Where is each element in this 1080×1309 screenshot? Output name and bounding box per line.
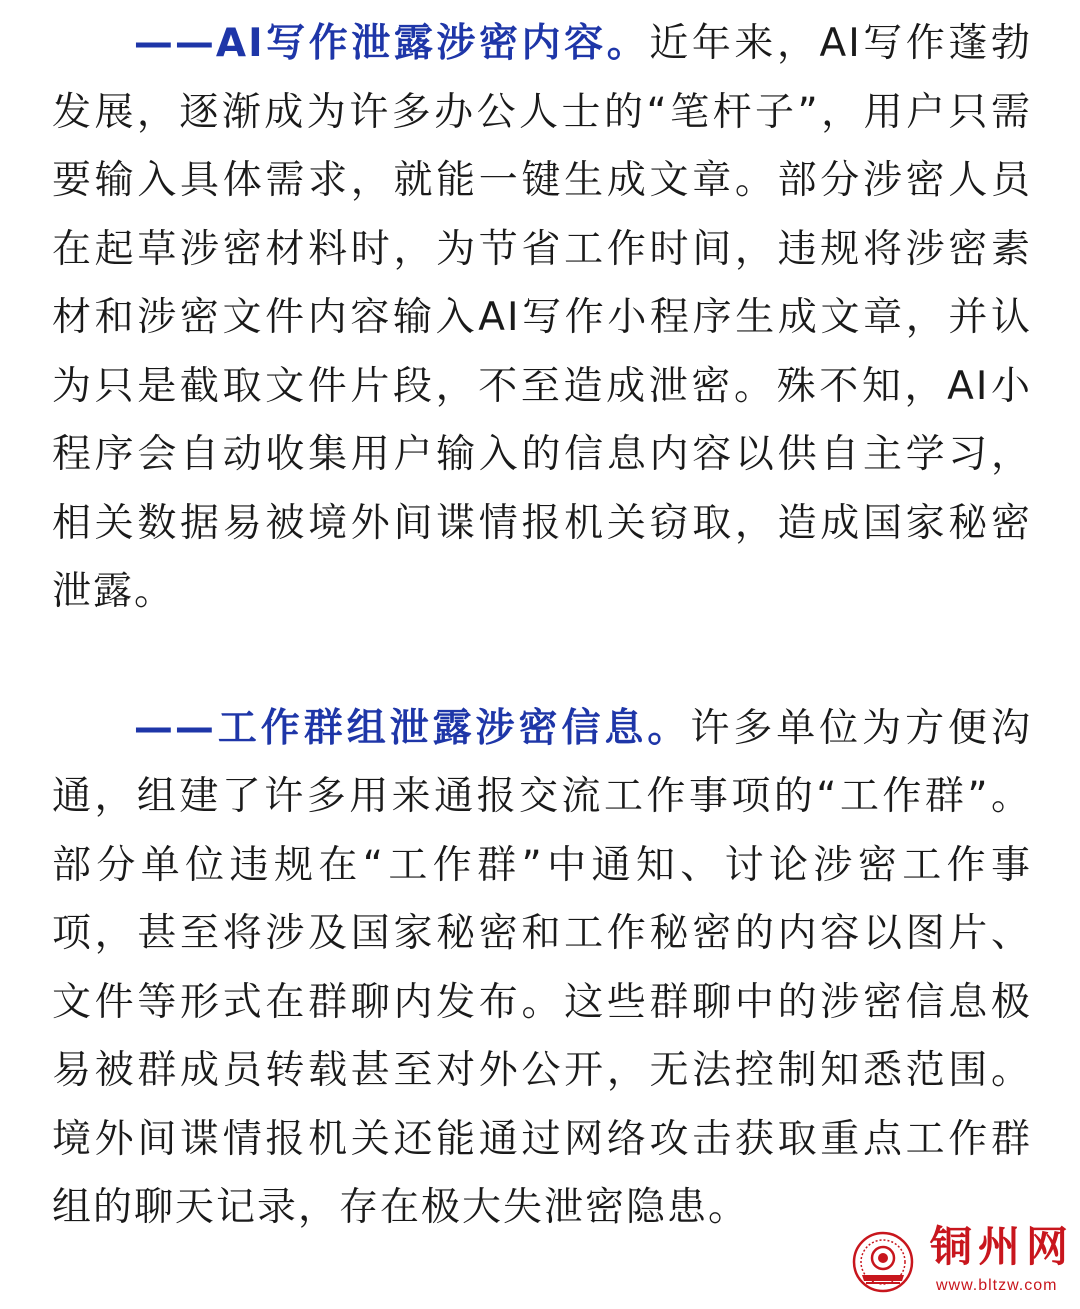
paragraph-work-groups	[52, 695, 1032, 1243]
seal-logo-icon	[852, 1231, 914, 1293]
paragraph-lead: ——AI写作泄露涉密内容。	[133, 21, 650, 66]
paragraph-ai-writing	[52, 10, 1032, 627]
watermark-url: www.bltzw.com	[936, 1277, 1058, 1294]
paragraph-text: 近年来，AI写作蓬勃发展，逐渐成为许多办公人士的“笔杆子”，用户只需要输入具体需求，就能一键生成文章。部分涉密人员在起草涉密材料时，为节省工作时间，违规将涉密素材和涉密文件内容输入AI写作小程序生成文章，并认为只是截取文件片段，不至造成泄密。殊不知，AI小程序会自动收集用户输入的信息内容以供自主学习，相关数据易被境外间谍情报机关窃取，造成国家秘密泄露。	[52, 21, 1032, 614]
site-watermark	[844, 1215, 1075, 1303]
watermark-site-name: 铜州网	[930, 1222, 1075, 1271]
paragraph-lead: ——工作群组泄露涉密信息。	[133, 705, 691, 751]
paragraph-text: 许多单位为方便沟通，组建了许多用来通报交流工作事项的“工作群”。部分单位违规在“工作群”中通知、讨论涉密工作事项，甚至将涉及国家秘密和工作秘密的内容以图片、文件等形式在群聊内发布。这些群聊中的涉密信息极易被群成员转载甚至对外公开，无法控制知悉范围。境外间谍情报机关还能通过网络攻击获取重点工作群组的聊天记录，存在极大失泄密隐患。	[52, 705, 1032, 1230]
article-body	[52, 10, 1032, 1243]
